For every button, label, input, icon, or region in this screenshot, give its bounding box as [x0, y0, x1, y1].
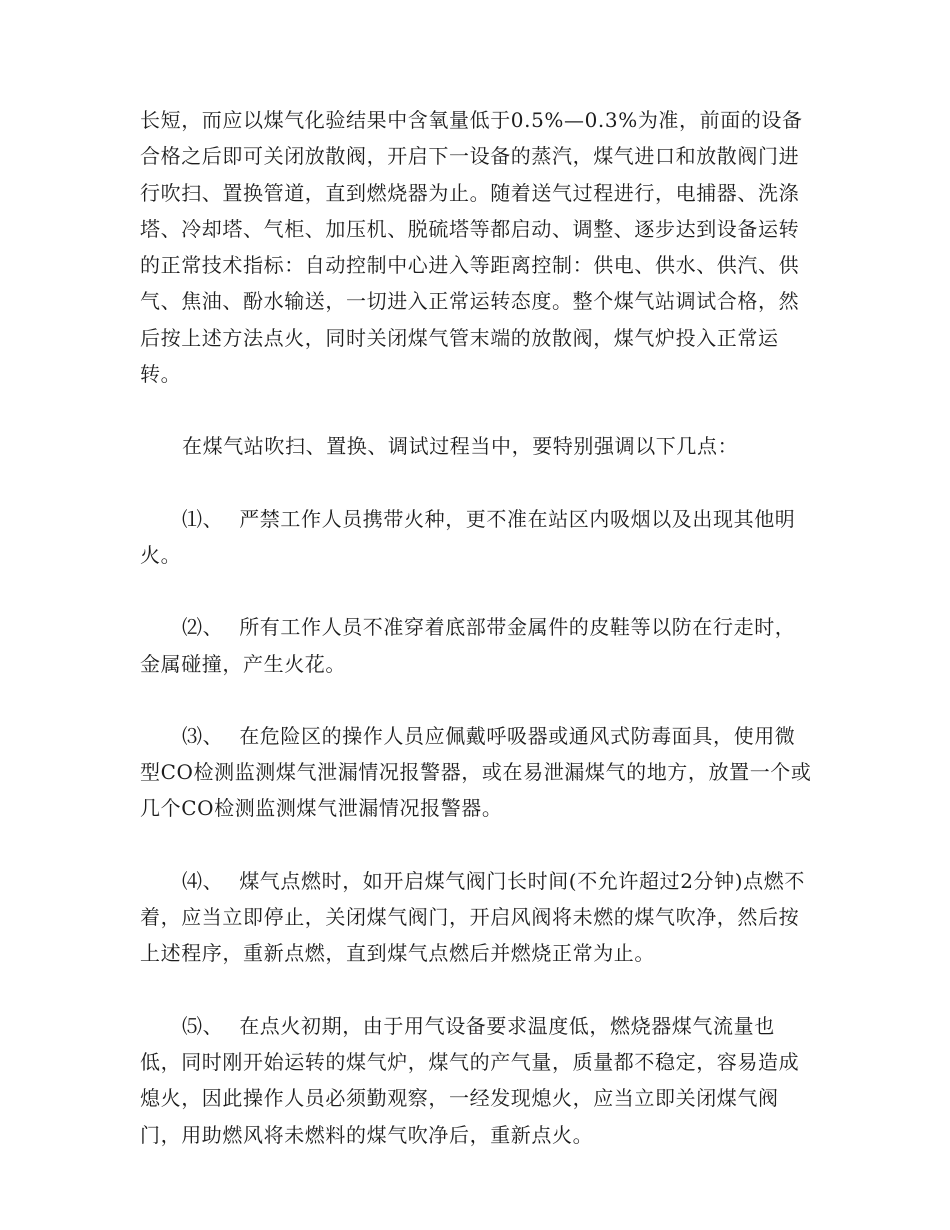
precautions-list — [140, 501, 812, 1153]
document-page — [140, 102, 812, 1189]
list-item — [140, 1008, 812, 1153]
intro-paragraph: 在煤气站吹扫、置换、调试过程当中，要特别强调以下几点： — [182, 434, 739, 459]
list-item-number: ⑸、 — [182, 1013, 224, 1038]
list-item-number: ⑴、 — [182, 506, 224, 531]
list-item-text: 严禁工作人员携带火种，更不准在站区内吸烟以及出现其他明火。 — [140, 506, 796, 567]
list-item-text: 煤气点燃时，如开启煤气阀门长时间(不允许超过2分钟)点燃不着，应当立即停止，关闭煤气阀门，开启风阀将未燃的煤气吹净，然后按上述程序，重新点燃，直到煤气点燃后并燃烧正常为止。 — [140, 868, 805, 966]
list-item-number: ⑷、 — [182, 868, 224, 893]
list-item — [140, 501, 812, 574]
list-item-text: 在危险区的操作人员应佩戴呼吸器或通风式防毒面具，使用微型CO检测监测煤气泄漏情况报警器，或在易泄漏煤气的地方，放置一个或几个CO检测监测煤气泄漏情况报警器。 — [140, 723, 812, 821]
list-item-text: 在点火初期，由于用气设备要求温度低，燃烧器煤气流量也低，同时刚开始运转的煤气炉，煤气的产气量，质量都不稳定，容易造成熄火，因此操作人员必须勤观察，一经发现熄火，应当立即关闭煤气阀门，用助燃风将未燃料的煤气吹净后，重新点火。 — [140, 1013, 800, 1147]
list-item-text: 所有工作人员不准穿着底部带金属件的皮鞋等以防在行走时，金属碰撞，产生火花。 — [140, 615, 796, 676]
list-item — [140, 609, 812, 682]
continuation-paragraph: 长短，而应以煤气化验结果中含氧量低于0.5%—0.3%为准，前面的设备合格之后即可关闭放散阀，开启下一设备的蒸汽，煤气进口和放散阀门进行吹扫、置换管道，直到燃烧器为止。随着送气过程进行，电捕器、洗涤塔、冷却塔、气柜、加压机、脱硫塔等都启动、调整、逐步达到设备运转的正常技术指标：自动控制中心进入等距离控制：供电、供水、供汽、供气、焦油、酚水输送，一切进入正常运转态度。整个煤气站调试合格，然后按上述方法点火，同时关闭煤气管末端的放散阀，煤气炉投入正常运转。 — [140, 108, 803, 387]
list-item — [140, 863, 812, 972]
list-item-number: ⑶、 — [182, 723, 224, 748]
list-item-number: ⑵、 — [182, 615, 224, 640]
list-item — [140, 718, 812, 827]
